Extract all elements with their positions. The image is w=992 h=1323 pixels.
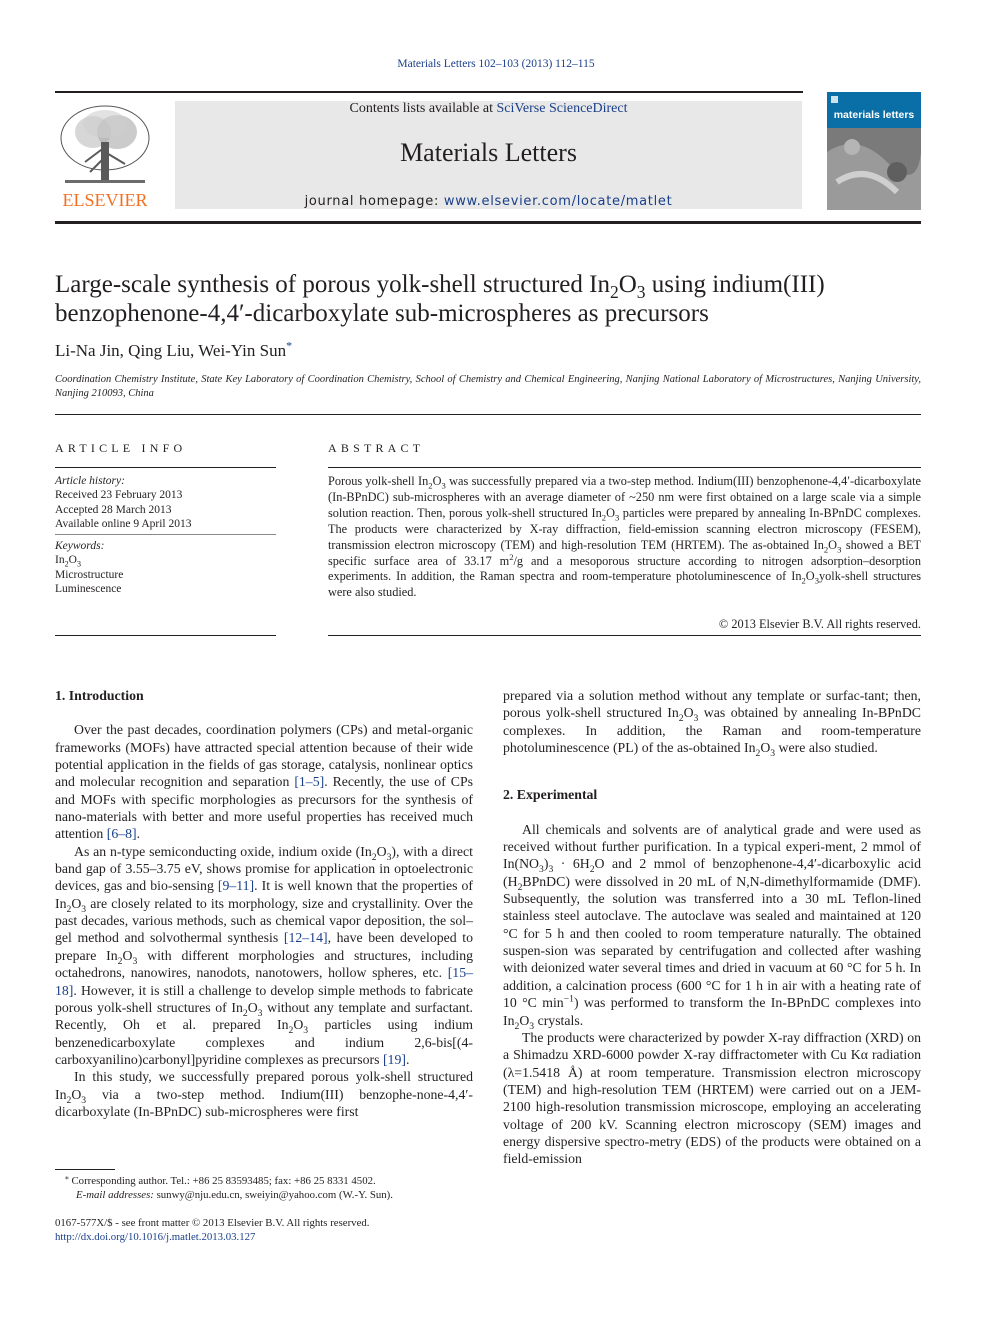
authors: Li-Na Jin, Qing Liu, Wei-Yin Sun* (55, 338, 293, 360)
article-history: Article history: Received 23 February 2013 Accepted 28 March 2013 Available online 9 April 2013 (55, 475, 192, 531)
affiliation-rule (55, 414, 921, 415)
header-bottom-rule (55, 221, 921, 224)
keywords: Keywords: $In_2O_3$ Microstructure Luminescence (55, 540, 124, 596)
keyword-microstructure: Microstructure (55, 568, 124, 581)
copyright: © 2013 Elsevier B.V. All rights reserved. (718, 617, 921, 631)
intro-paragraph-2: As an n-type semiconducting oxide, indium oxide $(In_2O_3)$, with a direct band gap of 3.55–3.75 eV, shows promise for application in optoelectronic devices, gas and bio-sensing [9–11]. It is well known that the properties of $In_2O_3$ are closely related to its morphology, size and crystallinity. Over the past decades, various methods, such as chemical vapor deposition, the sol–gel method and solvothermal synthesis [12–14], have been developed to prepare $In_2O_3$ with different morphologies and structures, including octahedrons, nanowires, nanodots, nanotowers, hollow spheres, etc. [15–18]. However, it is still a challenge to develop simple methods to fabricate porous yolk-shell structures of $In_2O_3$ without any template and surfactant. Recently, Oh et al. prepared $In_2O_3$ particles using indium benzenedicarboxylate complexes and indium 2,6-bis[(4-carboxyanilino)carbonyl]pyridine complexes as precursors [19]. (55, 843, 474, 1067)
abstract-top-rule (328, 467, 921, 468)
body-right-column (503, 687, 921, 1168)
abstract-text: Porous yolk-shell $In_2O_3$ was successfully prepared via a two-step method. Indium(III) benzophenone-4,4′-dicarboxylate (In-BPnDC) sub-microspheres with an average diameter of ~250 nm were first obtained on a large scale via a simple solution reaction. Then, porous yolk-shell structured $In_2O_3$ particles were prepared by annealing In-BPnDC complexes. The products were characterized by X-ray diffraction, field-emission scanning electron microscopy (FESEM), transmission electron microscopy (TEM) and high-resolution TEM (HRTEM). The as-obtained $In_2O_3$ showed a BET specific surface area of 33.17 $m^2/g$ and a mesoporous structure according to nitrogen adsorption–desorption experiments. In addition, the Raman spectra and room-temperature photoluminescence of $In_2O_3yolk$-shell structures were also studied. (328, 474, 921, 600)
corresponding-mark[interactable]: * (286, 338, 293, 353)
contents-line: Contents lists available at SciVerse ScienceDirect (349, 101, 628, 116)
abstract-heading: ABSTRACT (328, 441, 425, 455)
keyword-in2o3: $In_2O_3$ (55, 554, 81, 569)
homepage-line: journal homepage: www.elsevier.com/locate/matlet (304, 194, 673, 209)
info-bottom-rule (55, 635, 276, 636)
intro-paragraph-3: In this study, we successfully prepared porous yolk-shell structured $In_2O_3$ via a two-step method. Indium(III) benzophe-none-4,4′-dicarboxylate (In-BPnDC) sub-microspheres were first (55, 1069, 473, 1119)
abstract-bottom-rule (328, 635, 921, 636)
sciencedirect-link[interactable]: SciVerse ScienceDirect (496, 101, 628, 116)
intro-heading: 1. Introduction (55, 688, 144, 703)
experimental-heading: 2. Experimental (503, 787, 598, 803)
affiliation: Coordination Chemistry Institute, State Key Laboratory of Coordination Chemistry, School of Chemistry and Chemical Engineering, Nanjing National Laboratory of Microstructures, Nanjing University, Nanjing 210093, China (55, 374, 921, 399)
article-info-heading: ARTICLE INFO (55, 441, 187, 455)
homepage-link[interactable]: www.elsevier.com/locate/matlet (443, 194, 673, 209)
article-title: Large-scale synthesis of porous yolk-shell structured $In_2O_3$ using indium(III) benzophenone-4,4′-dicarboxylate sub-microspheres as precursors (55, 271, 825, 327)
journal-name: Materials Letters (400, 138, 577, 167)
elsevier-tree-logo-icon (55, 102, 155, 210)
keyword-luminescence: Luminescence (55, 583, 122, 596)
experimental-paragraph-2: The products were characterized by powder X-ray diffraction (XRD) on a Shimadzu XRD-6000 powder X-ray diffractometer with Cu Kα radiation (λ=1.5418 Å) at room temperature. Transmission electron microscopy (TEM) and high-resolution TEM (HRTEM) were carried out on a JEM-2100 high-resolution transmission microscope, employing an accelerating voltage of 200 kV. Scanning electron microscopy (SEM) images and energy dispersive spectro-metry (EDS) of the products were obtained on a field-emission (503, 1029, 921, 1167)
journal-cover[interactable] (827, 92, 921, 210)
front-matter: 0167-577X/$ - see front matter © 2013 Elsevier B.V. All rights reserved. http://dx.doi.org/10.1016/j.matlet.2013.03.127 (55, 1216, 473, 1244)
footnote-rule (55, 1169, 115, 1170)
journal-reference: Materials Letters 102–103 (2013) 112–115 (397, 58, 595, 70)
intro-paragraph-1: Over the past decades, coordination polymers (CPs) and metal-organic frameworks (MOFs) have attracted special attention because of their wide potential application in the fields of gas storage, catalysis, nonlinear optics and molecular recognition and separation [1–5]. Recently, the use of CPs and MOFs with specific morphologies as precursors for the synthesis of nano-materials with better and more useful properties has received much attention [6–8]. (55, 722, 473, 842)
header-top-rule (55, 91, 803, 93)
info-divider (55, 534, 276, 535)
doi-link[interactable]: http://dx.doi.org/10.1016/j.matlet.2013.03.127 (55, 1231, 256, 1243)
footnote: ⁎ Corresponding author. Tel.: +86 25 83593485; fax: +86 25 8331 4502. E-mail addresses: sunwy@nju.edu.cn, sweiyin@yahoo.com (W.-Y. Sun). (65, 1172, 393, 1201)
experimental-paragraph-1: All chemicals and solvents are of analytical grade and were used as received without further purification. In a typical experi-ment, 2 mmol of $In(NO_3)_3 \cdot 6H_2O$ and 2 mmol of benzophenone-4,4′-dicarboxylic acid $(H_2BPnDC)$ were dissolved in 20 mL of N,N-dimethylformamide (DMF). Subsequently, the solution was transferred into a 30 mL Teflon-lined stainless steel autoclave. The autoclave was sealed and maintained at 120 °C for 5 h and then cooled to room temperature naturally. The obtained suspen-sion was separated by centrifugation and collected after washing with deionized water several times and dried in vacuum at 60 °C for 5 h. In addition, a calcination process (600 °C for 1 h in air with a heating rate of 10 °C $\min^{-1}$) was performed to transform the In-BPnDC complexes into $In_2O_3$ crystals. (503, 821, 921, 1032)
body-left-column (55, 687, 473, 1120)
publisher-name: ELSEVIER (62, 190, 148, 210)
intro-paragraph-3-cont: prepared via a solution method without any template or surfac-tant; then, porous yolk-shell structured $In_2O_3$ was obtained by annealing In-BPnDC complexes. In addition, the Raman and room-temperature photoluminescence (PL) of the as-obtained $In_2O_3$ were also studied. (503, 688, 921, 759)
info-top-rule (55, 467, 276, 468)
cover-title: materials letters (833, 109, 915, 121)
